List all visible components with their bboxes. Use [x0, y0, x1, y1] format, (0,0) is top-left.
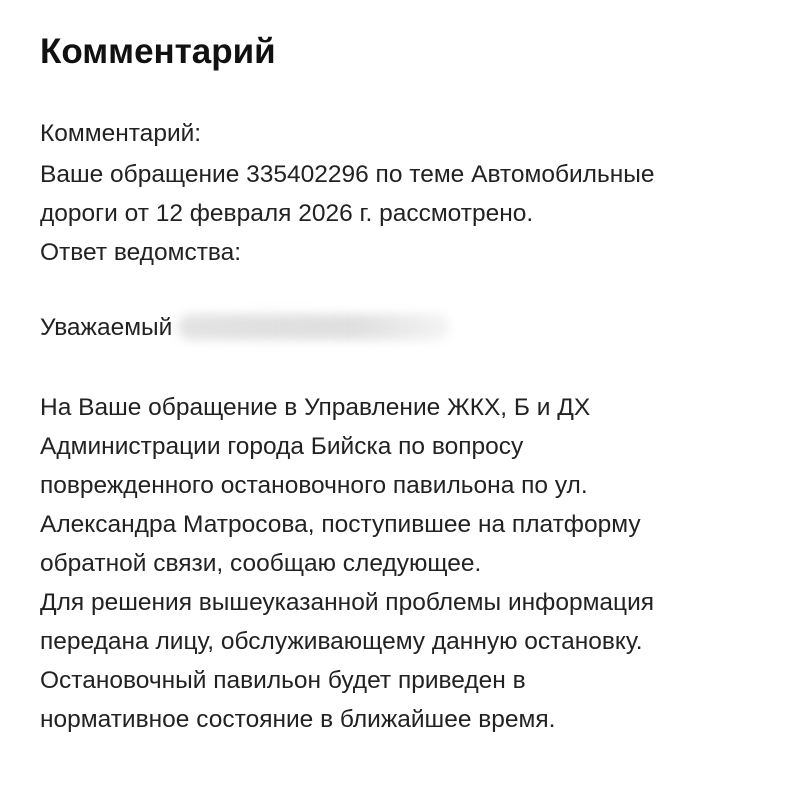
reply-body-line-4: Александра Матросова, поступившее на платформу [40, 511, 641, 538]
comment-label: Комментарий: [40, 120, 202, 147]
reply-body-line-8: Остановочный павильон будет приведен в [40, 667, 526, 694]
reply-body-line-9: нормативное состояние в ближайшее время. [40, 706, 556, 733]
appeal-intro-line-1: Ваше обращение 335402296 по теме Автомобильные [40, 161, 655, 188]
greeting-text: Уважаемый [40, 314, 173, 341]
appeal-intro-line-2: дороги от 12 февраля 2026 г. рассмотрено. [40, 200, 534, 227]
reply-body-line-6: Для решения вышеуказанной проблемы информация [40, 589, 655, 616]
reply-body-line-1: На Ваше обращение в Управление ЖКХ, Б и ДХ [40, 394, 591, 421]
reply-body-line-7: передана лицу, обслуживающему данную остановку. [40, 628, 643, 655]
redacted-name [178, 314, 450, 340]
reply-body-line-3: поврежденного остановочного павильона по ул. [40, 472, 588, 499]
reply-body-line-2: Администрации города Бийска по вопросу [40, 433, 524, 460]
reply-body-line-5: обратной связи, сообщаю следующее. [40, 550, 482, 577]
page-title: Комментарий [40, 32, 276, 71]
greeting-line [40, 313, 450, 343]
agency-reply-label: Ответ ведомства: [40, 239, 242, 266]
